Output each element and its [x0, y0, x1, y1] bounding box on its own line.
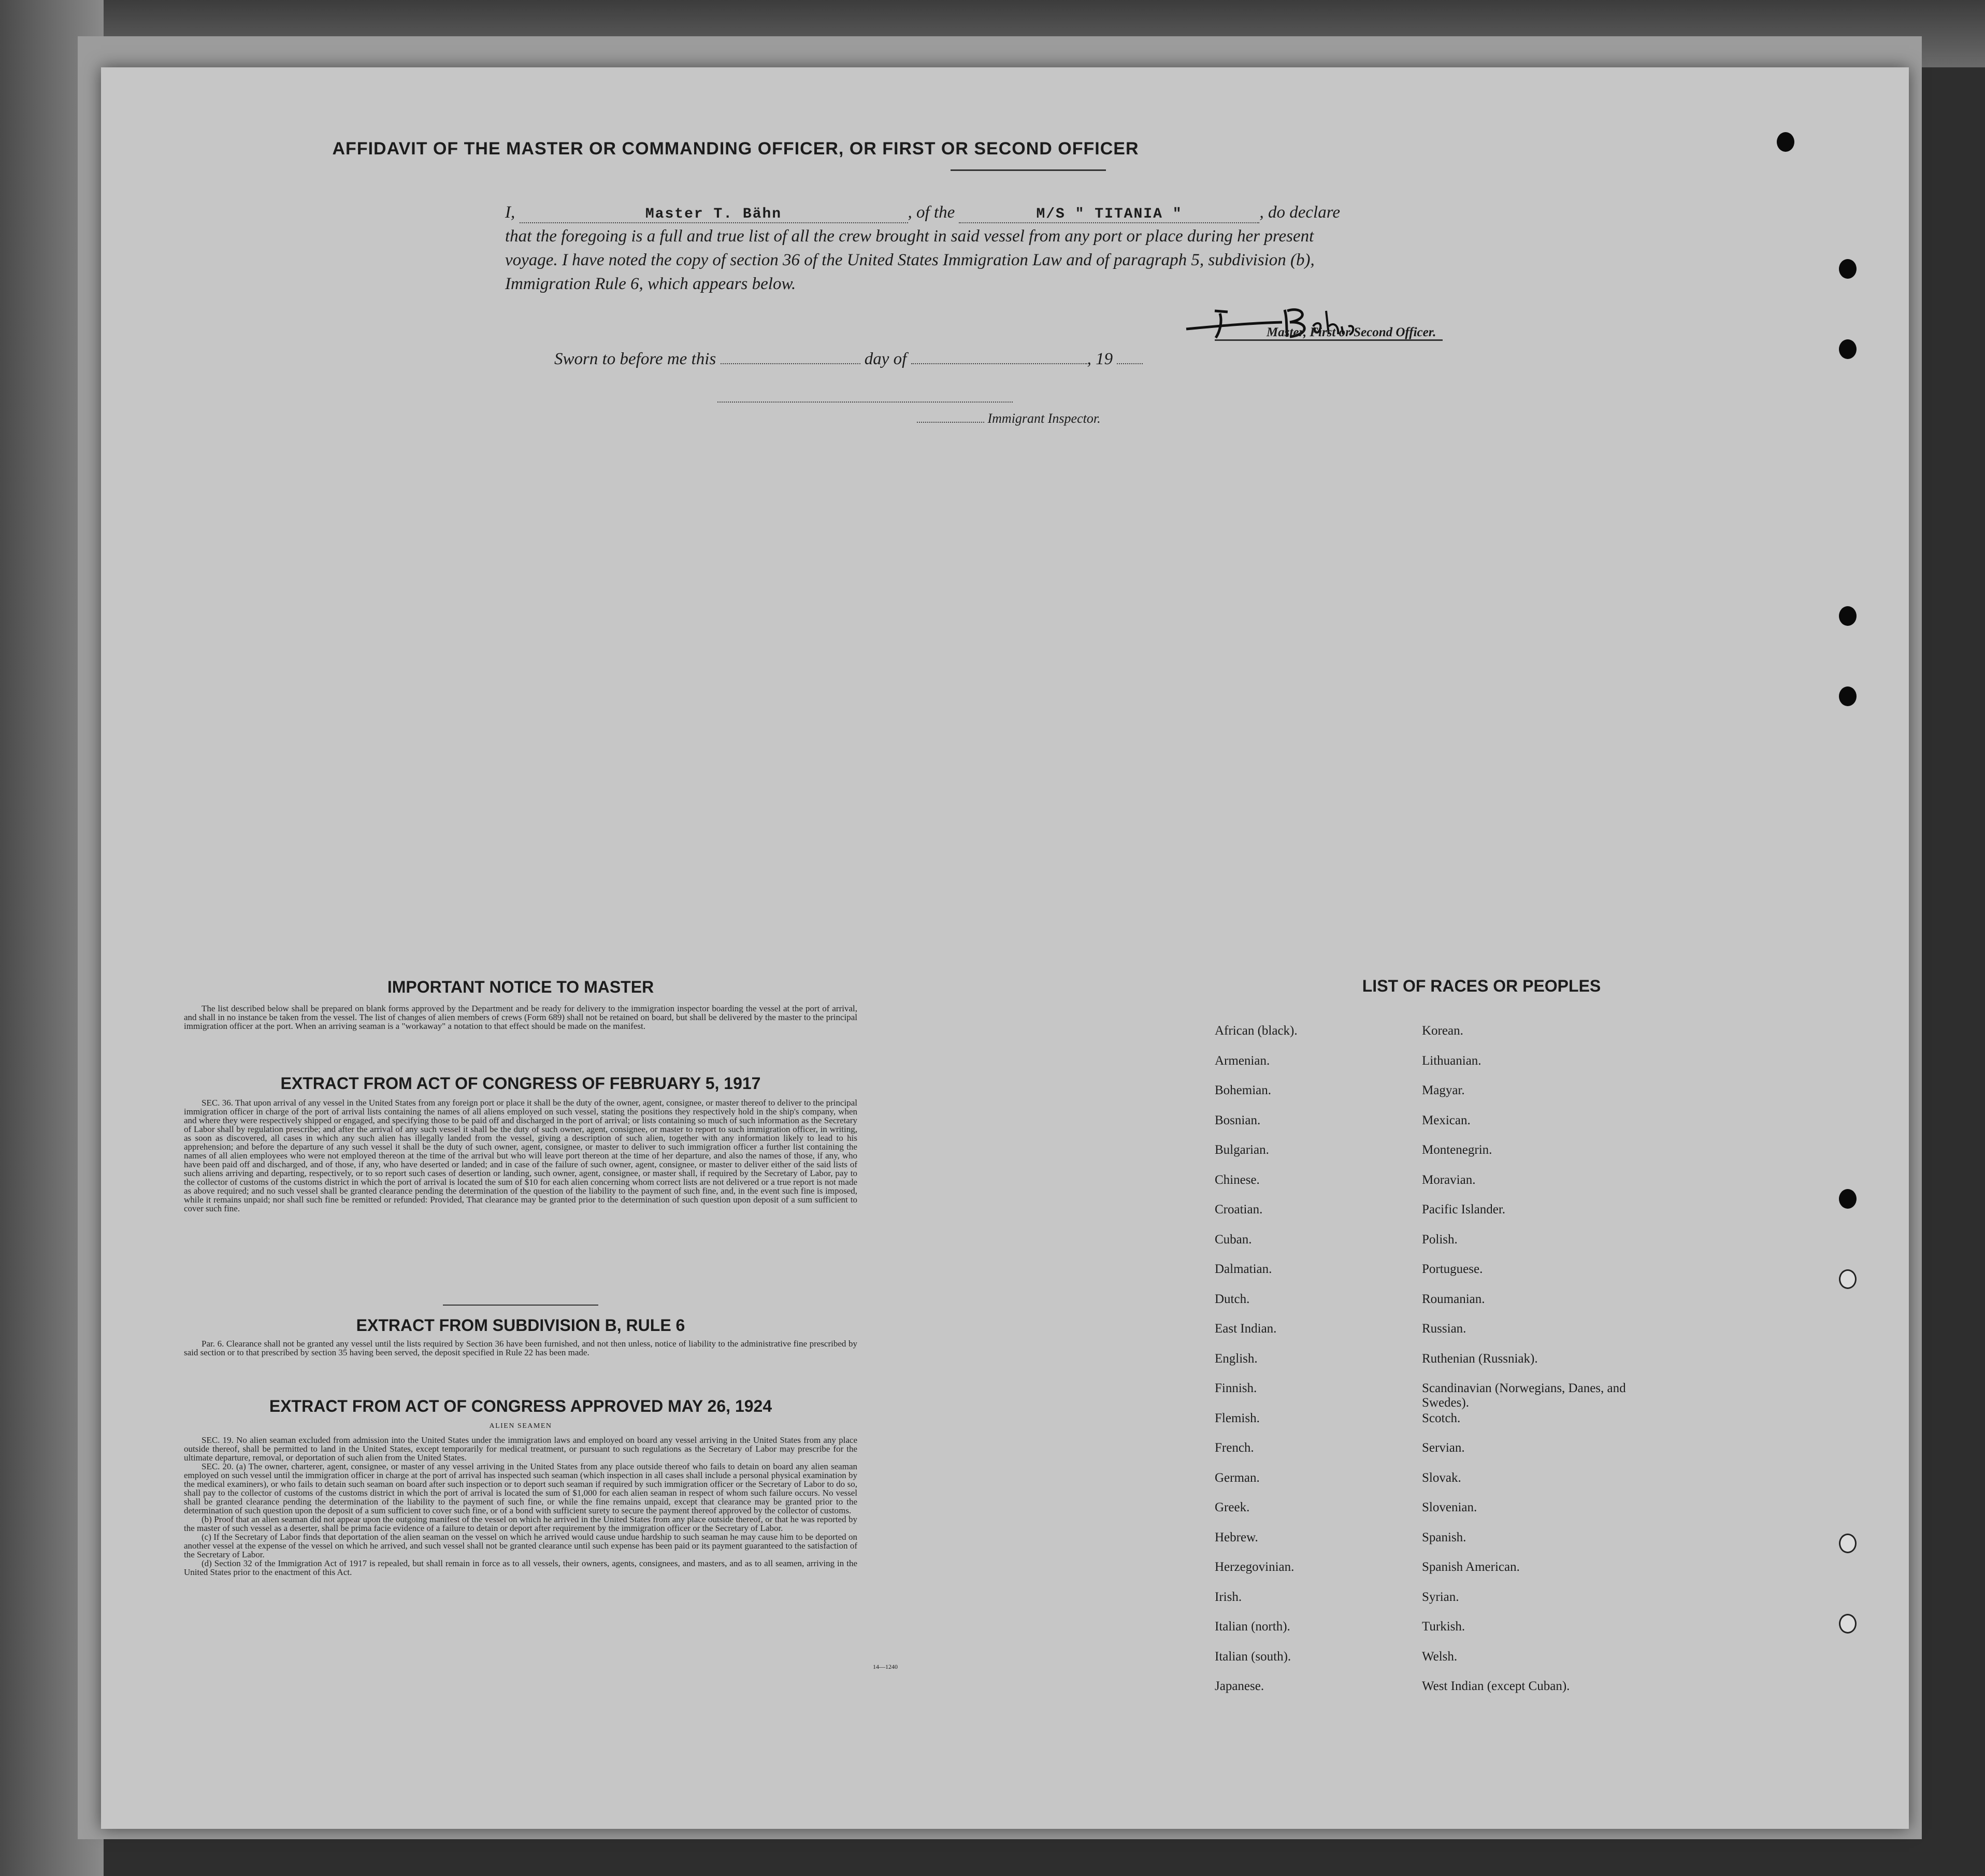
- divider: [443, 1305, 598, 1306]
- race-item: Montenegrin.: [1422, 1143, 1492, 1157]
- race-item: French.: [1215, 1441, 1254, 1455]
- affidavit-line-3: voyage. I have noted the copy of section 36 of the United States Immigration Law and of paragraph 5, subdivision (b),: [505, 251, 1315, 269]
- sworn-month-field: [911, 363, 1087, 364]
- sec-20d-paragraph: (d) Section 32 of the Immigration Act of 1917 is repealed, but shall remain in force as to all vessels, their owners, agents, consignees, and masters, and as to all seamen, arriving in the United States prior to the enactment of this Act.: [184, 1558, 857, 1577]
- binder-hole: [1839, 1534, 1857, 1553]
- sec-20a-paragraph: SEC. 20. (a) The owner, charterer, agent, consignee, or master of any vessel arriving in the United States from any place outside thereof who fails to detain on board any alien seaman employed on such vessel until the immigration officer in charge at the port of arrival has inspected such seaman (which inspection in all cases shall include a personal physical examination by the medical examiners), or who fails to detain such seaman on board after such inspection or to deport such seaman if required by such immigration officer or the Secretary of Labor to do so, shall pay to the collector of customs of the customs district in which the port of arrival is located the sum of $1,000 for each alien seaman in respect of whom such failure occurs. No vessel shall be granted clearance pending the determination of the liability to the payment of such fine, or while the fine remains unpaid, except that clearance may be granted prior to the determination of such question upon the deposit of a sum sufficient to cover such fine, or of a bond with sufficient surety to secure the payment thereof approved by the collector of customs.: [184, 1462, 857, 1515]
- form-number: 14—1240: [873, 1663, 898, 1670]
- sworn-year-field: [1117, 363, 1143, 364]
- notice-title: IMPORTANT NOTICE TO MASTER: [387, 978, 654, 996]
- sec-20c-paragraph: (c) If the Secretary of Labor finds that deportation of the alien seaman on the vessel on which he arrived would cause undue hardship to such seaman he may cause him to be deported on another vessel at the expense of the vessel on which he arrived, and such vessel shall not be granted clearance until such expense has been paid or its payment guaranteed to the satisfaction of the Secretary of Labor.: [184, 1532, 857, 1559]
- race-item: Hebrew.: [1215, 1530, 1258, 1544]
- race-item: Croatian.: [1215, 1202, 1263, 1216]
- extract-1924-title: EXTRACT FROM ACT OF CONGRESS APPROVED MAY 26, 1924: [269, 1397, 772, 1415]
- extract-1917-paragraph: SEC. 36. That upon arrival of any vessel in the United States from any foreign port or place it shall be the duty of the owner, agent, consignee, or master thereof to deliver to the principal immigration officer in charge of the port of arrival lists containing the names of all aliens employed on such vessel, stating the positions they respectively hold in the ship's company, when and where they were respectively shipped or engaged, and specifying those to be paid off and discharged in the port of arrival; or lists containing so much of such information as the Secretary of Labor shall by regulation prescribe; and after the arrival of any such vessel it shall be the duty of such owner, agent, consignee, or master to report to such immigration officer, in writing, as soon as discovered, all cases in which any such alien has illegally landed from the vessel, giving a description of such alien, together with any information likely to lead to his apprehension; and before the departure of any such vessel it shall be the duty of such owner, agent, consignee, or master to deliver to such immigration officer a further list containing the names of all alien employees who were not employed thereon at the time of the arrival but who will leave port thereon at the time of her departure, and also the names of those, if any, who have been paid off and discharged, and of those, if any, who have deserted or landed; and in case of the failure of such owner, agent, consignee, or master to deliver either of the said lists of such aliens arriving and departing, respectively, or to so report such cases of desertion or landing, such owner, agent, consignee, or master shall, if required by the Secretary of Labor, pay to the collector of customs of the customs district in which the port of arrival is located the sum of $10 for each alien concerning whom correct lists are not delivered or a true report is not made as above required; and no such vessel shall be granted clearance pending the determination of the question of the liability to the payment of such fine, and, in the event such fine is imposed, while it remains unpaid; nor shall such fine be remitted or refunded: Provided, That clearance may be granted prior to the determination of such question upon deposit of a sum sufficient to cover such fine.: [184, 1098, 857, 1213]
- race-item: Herzegovinian.: [1215, 1560, 1294, 1574]
- notice-text: [184, 1004, 857, 1030]
- race-item: English.: [1215, 1351, 1258, 1366]
- race-item: Korean.: [1422, 1024, 1463, 1038]
- race-item: Scandinavian (Norwegians, Danes, and Swedes).: [1422, 1381, 1626, 1410]
- race-item: Ruthenian (Russniak).: [1422, 1351, 1538, 1366]
- race-item: Slovak.: [1422, 1470, 1461, 1485]
- sec-20b-paragraph: (b) Proof that an alien seaman did not appear upon the outgoing manifest of the vessel on which he arrived in the United States from any place outside thereof, or that he was reported by the master of such vessel as a deserter, shall be prima facie evidence of a failure to detain or deport after requirement by the immigration officer or the Secretary of Labor.: [184, 1514, 857, 1533]
- race-item: Bulgarian.: [1215, 1143, 1269, 1157]
- signature-caption: Master, First or Second Officer.: [1267, 325, 1436, 339]
- race-item: Bosnian.: [1215, 1113, 1261, 1127]
- race-item: Bohemian.: [1215, 1083, 1272, 1097]
- race-item: Roumanian.: [1422, 1292, 1485, 1306]
- race-item: Lithuanian.: [1422, 1053, 1481, 1068]
- binder-hole: [1839, 259, 1857, 279]
- affidavit-line-2: that the foregoing is a full and true list of all the crew brought in said vessel from any port or place during her present: [505, 227, 1314, 246]
- sworn-line: [554, 350, 1143, 369]
- race-item: Italian (north).: [1215, 1620, 1290, 1634]
- year-label: , 19: [1087, 350, 1113, 368]
- race-item: Syrian.: [1422, 1589, 1459, 1604]
- inspector-caption-text: Immigrant Inspector.: [987, 411, 1101, 426]
- inspector-field: [917, 422, 984, 423]
- race-item: German.: [1215, 1470, 1260, 1485]
- master-name-value: Master T. Bähn: [645, 206, 782, 222]
- race-item: Dalmatian.: [1215, 1262, 1272, 1276]
- affidavit-title: AFFIDAVIT OF THE MASTER OR COMMANDING OFFICER, OR FIRST OR SECOND OFFICER: [332, 139, 1139, 159]
- rule6-text: [184, 1339, 857, 1357]
- rule6-title: EXTRACT FROM SUBDIVISION B, RULE 6: [356, 1316, 685, 1335]
- race-item: Chinese.: [1215, 1172, 1260, 1187]
- sworn-day-field: [721, 363, 860, 364]
- race-item: West Indian (except Cuban).: [1422, 1679, 1570, 1693]
- race-item: Greek.: [1215, 1500, 1250, 1514]
- sec-19-paragraph: SEC. 19. No alien seaman excluded from admission into the United States under the immigration laws and employed on board any vessel arriving in the United States from any place outside thereof, shall be permitted to land in the United States, except temporarily for medical treatment, or pursuant to such regulations as the Secretary of Labor may prescribe for the ultimate departure, removal, or deportation of such alien from the United States.: [184, 1435, 857, 1463]
- extract-1917-text: [184, 1098, 857, 1213]
- race-item: Polish.: [1422, 1232, 1458, 1247]
- notice-paragraph: The list described below shall be prepared on blank forms approved by the Department and be ready for delivery to the immigration inspector boarding the vessel at the port of arrival, and shall in no instance be taken from the vessel. The list of changes of alien members of crews (Form 689) shall not be retained on board, but shall be delivered by the master to the principal immigration officer at the port. When an arriving seaman is a "workaway" a notation to that effect should be made on the manifest.: [184, 1004, 857, 1031]
- race-item: Portuguese.: [1422, 1262, 1483, 1276]
- race-item: Pacific Islander.: [1422, 1202, 1506, 1216]
- day-of-label: day of: [864, 350, 907, 368]
- race-item: African (black).: [1215, 1024, 1298, 1038]
- vessel-field: [959, 203, 1259, 223]
- binder-hole: [1839, 1269, 1857, 1289]
- binder-hole: [1839, 1614, 1857, 1634]
- binder-hole: [1839, 686, 1857, 706]
- of-the-label: , of the: [908, 203, 955, 222]
- race-item: Scotch.: [1422, 1411, 1461, 1425]
- race-item: Japanese.: [1215, 1679, 1264, 1693]
- race-item: Spanish American.: [1422, 1560, 1520, 1574]
- race-item: East Indian.: [1215, 1322, 1277, 1336]
- i-label: I,: [505, 203, 515, 222]
- master-signature: [1184, 290, 1360, 352]
- binder-hole: [1777, 132, 1794, 152]
- races-title: LIST OF RACES OR PEOPLES: [1362, 977, 1601, 995]
- alien-seamen-subtitle: ALIEN SEAMEN: [489, 1422, 552, 1430]
- race-item: Welsh.: [1422, 1649, 1458, 1664]
- master-name-field: [520, 203, 908, 223]
- affidavit-line-1: [505, 203, 1340, 223]
- binder-hole: [1839, 339, 1857, 359]
- race-item: Russian.: [1422, 1322, 1466, 1336]
- race-item: Cuban.: [1215, 1232, 1252, 1247]
- document-page: [101, 67, 1909, 1829]
- rule6-paragraph: Par. 6. Clearance shall not be granted any vessel until the lists required by Section 36 have been furnished, and not then unless, notice of liability to the administrative fine prescribed by said section or to that prescribed by section 35 having been served, the deposit specified in Rule 22 has been made.: [184, 1339, 857, 1357]
- race-item: Flemish.: [1215, 1411, 1260, 1425]
- extract-1924-text: [184, 1436, 857, 1577]
- race-item: Spanish.: [1422, 1530, 1466, 1544]
- race-item: Finnish.: [1215, 1381, 1257, 1395]
- vessel-value: M/S " TITANIA ": [1036, 206, 1183, 222]
- divider: [951, 169, 1106, 171]
- race-item: Italian (south).: [1215, 1649, 1291, 1664]
- race-item: Slovenian.: [1422, 1500, 1477, 1514]
- race-item: Moravian.: [1422, 1172, 1476, 1187]
- affidavit-line-4: Immigration Rule 6, which appears below.: [505, 275, 796, 293]
- races-right-column: [1422, 1024, 1639, 1709]
- extract-1917-title: EXTRACT FROM ACT OF CONGRESS OF FEBRUARY 5, 1917: [280, 1074, 761, 1093]
- binder-hole: [1839, 1189, 1857, 1209]
- binder-hole: [1839, 606, 1857, 626]
- inspector-caption: [917, 411, 1101, 426]
- race-item: Dutch.: [1215, 1292, 1250, 1306]
- do-declare-label: , do declare: [1259, 203, 1340, 222]
- races-left-column: [1215, 1024, 1396, 1709]
- race-item: Turkish.: [1422, 1620, 1465, 1634]
- race-item: Mexican.: [1422, 1113, 1471, 1127]
- race-item: Magyar.: [1422, 1083, 1465, 1097]
- sworn-label: Sworn to before me this: [554, 350, 716, 368]
- race-item: Armenian.: [1215, 1053, 1270, 1068]
- race-item: Irish.: [1215, 1589, 1242, 1604]
- race-item: Servian.: [1422, 1441, 1465, 1455]
- inspector-line: [717, 402, 1013, 403]
